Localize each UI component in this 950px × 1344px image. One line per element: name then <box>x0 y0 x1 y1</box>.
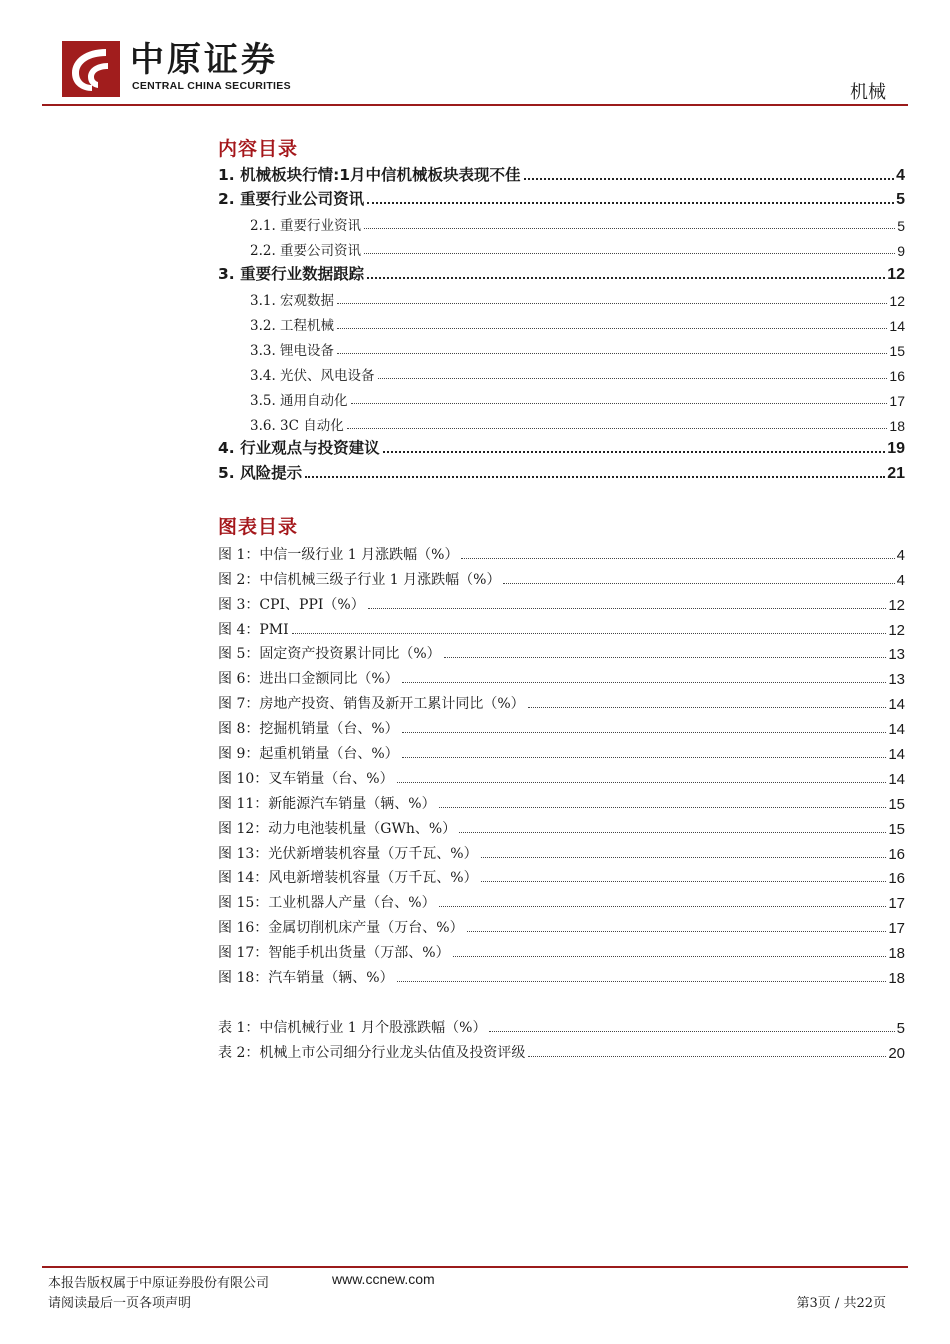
dot-leader <box>528 707 887 708</box>
entry-page-number: 12 <box>887 265 905 283</box>
entry-label: 图 3：CPI、PPI（%） <box>218 596 365 613</box>
entry-page-number: 17 <box>888 920 905 938</box>
dot-leader <box>337 303 887 304</box>
entry-page-number: 20 <box>888 1045 905 1062</box>
entry-page-number: 13 <box>888 671 905 689</box>
dot-leader <box>524 178 895 180</box>
company-logo-icon <box>62 41 120 97</box>
dot-leader <box>367 277 885 279</box>
entry-label: 图 1：中信一级行业 1 月涨跌幅（%） <box>218 546 459 563</box>
dot-leader <box>351 403 888 404</box>
dot-leader <box>368 608 887 609</box>
toc-entry[interactable] <box>218 962 905 987</box>
dot-leader <box>347 428 888 429</box>
entry-page-number: 17 <box>889 392 905 409</box>
toc-entry[interactable] <box>218 887 905 912</box>
toc-entry[interactable] <box>218 434 905 459</box>
entry-page-number: 12 <box>889 292 905 309</box>
copyright-text: 本报告版权属于中原证券股份有限公司 <box>48 1276 270 1291</box>
toc-entry[interactable] <box>218 539 905 564</box>
entry-label: 图 6：进出口金额同比（%） <box>218 671 399 688</box>
entry-page-number: 17 <box>888 895 905 913</box>
entry-page-number: 18 <box>888 945 905 963</box>
entry-label: 图 10：叉车销量（台、%） <box>218 770 394 787</box>
toc-entry[interactable] <box>218 639 905 664</box>
dot-leader <box>397 981 887 982</box>
dot-leader <box>378 378 888 379</box>
dot-leader <box>364 253 895 254</box>
toc-entry[interactable] <box>218 564 905 589</box>
toc-entry[interactable] <box>218 234 905 259</box>
entry-page-number: 14 <box>888 721 905 739</box>
entry-label: 图 17：智能手机出货量（万部、%） <box>218 945 450 962</box>
entry-label: 图 14：风电新增装机容量（万千瓦、%） <box>218 870 478 887</box>
dot-leader <box>453 956 887 957</box>
toc-entry[interactable] <box>218 359 905 384</box>
entry-label: 图 9：起重机销量（台、%） <box>218 746 399 763</box>
entry-label: 图 12：动力电池装机量（GWh、%） <box>218 820 457 837</box>
dot-leader <box>481 857 887 858</box>
toc-entry[interactable] <box>218 1012 905 1037</box>
toc-entry[interactable] <box>218 458 905 483</box>
entry-page-number: 16 <box>889 367 905 384</box>
dot-leader <box>292 633 887 634</box>
entry-page-number: 4 <box>896 166 905 184</box>
toc-entry[interactable] <box>218 284 905 309</box>
toc-entry[interactable] <box>218 838 905 863</box>
dot-leader <box>337 328 887 329</box>
entry-label: 3.1. 宏观数据 <box>250 292 335 309</box>
dot-leader <box>528 1056 886 1057</box>
entry-page-number: 16 <box>888 845 905 863</box>
entry-page-number: 18 <box>889 417 905 434</box>
dot-leader <box>439 906 887 907</box>
entry-label: 3.5. 通用自动化 <box>250 392 348 409</box>
entry-page-number: 5 <box>896 191 905 208</box>
toc-entry[interactable] <box>218 738 905 763</box>
dot-leader <box>402 682 887 683</box>
figures-title: 图表目录 <box>218 516 299 538</box>
dot-leader <box>459 832 886 833</box>
entry-label: 图 15：工业机器人产量（台、%） <box>218 895 436 912</box>
entry-page-number: 9 <box>897 243 905 259</box>
entry-page-number: 14 <box>888 770 905 788</box>
entry-page-number: 19 <box>887 440 905 457</box>
entry-page-number: 12 <box>888 596 905 614</box>
disclaimer-text: 请阅读最后一页各项声明 <box>48 1296 192 1311</box>
toc-entry[interactable] <box>218 259 905 284</box>
entry-label: 图 11：新能源汽车销量（辆、%） <box>218 795 436 812</box>
entry-label: 表 1：中信机械行业 1 月个股涨跌幅（%） <box>218 1020 487 1036</box>
toc-entry[interactable] <box>218 688 905 713</box>
entry-label: 3. 重要行业数据跟踪 <box>218 264 365 283</box>
toc-list <box>218 160 905 483</box>
entry-page-number: 12 <box>888 621 905 639</box>
entry-page-number: 15 <box>889 342 905 359</box>
entry-page-number: 4 <box>896 546 905 564</box>
entry-page-number: 18 <box>888 970 905 988</box>
entry-label: 图 2：中信机械三级子行业 1 月涨跌幅（%） <box>218 571 501 588</box>
entry-label: 图 7：房地产投资、销售及新开工累计同比（%） <box>218 696 525 713</box>
page-number: 第3页 / 共22页 <box>796 1296 886 1311</box>
toc-title: 内容目录 <box>218 138 299 160</box>
entry-label: 4. 行业观点与投资建议 <box>218 439 380 457</box>
toc-entry[interactable] <box>218 863 905 888</box>
toc-entry[interactable] <box>218 334 905 359</box>
entry-page-number: 21 <box>887 464 905 482</box>
dot-leader <box>397 782 887 783</box>
toc-entry[interactable] <box>218 663 905 688</box>
company-name-cn: 中原证券 <box>130 40 278 80</box>
dot-leader <box>305 476 885 478</box>
dot-leader <box>467 931 887 932</box>
entry-page-number: 4 <box>896 571 905 589</box>
entry-label: 图 5：固定资产投资累计同比（%） <box>218 646 441 663</box>
table-list <box>218 1012 905 1062</box>
entry-label: 3.4. 光伏、风电设备 <box>250 367 375 384</box>
entry-label: 图 8：挖掘机销量（台、%） <box>218 721 399 738</box>
toc-entry[interactable] <box>218 937 905 962</box>
toc-entry[interactable] <box>218 589 905 614</box>
dot-leader <box>402 732 887 733</box>
entry-label: 图 18：汽车销量（辆、%） <box>218 970 394 987</box>
dot-leader <box>503 583 894 584</box>
entry-page-number: 15 <box>888 820 905 838</box>
toc-entry[interactable] <box>218 160 905 185</box>
entry-page-number: 15 <box>888 795 905 813</box>
entry-page-number: 13 <box>888 646 905 664</box>
toc-entry[interactable] <box>218 409 905 434</box>
entry-label: 2.1. 重要行业资讯 <box>250 218 362 234</box>
toc-entry[interactable] <box>218 614 905 639</box>
entry-label: 1. 机械板块行情:1月中信机械板块表现不佳 <box>218 165 521 184</box>
entry-page-number: 5 <box>896 1020 905 1037</box>
sector-label: 机械 <box>850 82 886 103</box>
toc-entry[interactable] <box>218 209 905 234</box>
dot-leader <box>367 202 894 204</box>
dot-leader <box>402 757 887 758</box>
dot-leader <box>364 228 895 229</box>
dot-leader <box>439 807 887 808</box>
entry-page-number: 14 <box>888 746 905 764</box>
page-header <box>0 0 950 108</box>
entry-label: 图 13：光伏新增装机容量（万千瓦、%） <box>218 845 478 862</box>
entry-label: 5. 风险提示 <box>218 463 303 482</box>
entry-label: 3.2. 工程机械 <box>250 317 335 334</box>
company-name-en: CENTRAL CHINA SECURITIES <box>132 80 291 92</box>
toc-entry[interactable] <box>218 763 905 788</box>
entry-label: 图 4：PMI <box>218 621 289 638</box>
toc-entry[interactable] <box>218 309 905 334</box>
dot-leader <box>481 881 887 882</box>
entry-label: 3.6. 3C 自动化 <box>250 417 344 434</box>
entry-label: 图 16：金属切削机床产量（万台、%） <box>218 920 464 937</box>
footer-divider <box>42 1266 908 1268</box>
toc-entry[interactable] <box>218 813 905 838</box>
toc-entry[interactable] <box>218 713 905 738</box>
entry-page-number: 14 <box>888 696 905 714</box>
entry-label: 2.2. 重要公司资讯 <box>250 243 362 259</box>
entry-label: 2. 重要行业公司资讯 <box>218 190 365 208</box>
dot-leader <box>489 1031 894 1032</box>
dot-leader <box>461 558 894 559</box>
entry-page-number: 5 <box>897 218 905 234</box>
dot-leader <box>337 353 887 354</box>
toc-entry[interactable] <box>218 1037 905 1062</box>
entry-label: 3.3. 锂电设备 <box>250 342 335 359</box>
toc-entry[interactable] <box>218 788 905 813</box>
entry-page-number: 14 <box>889 317 905 334</box>
entry-page-number: 16 <box>888 870 905 888</box>
header-divider <box>42 104 908 106</box>
toc-entry[interactable] <box>218 185 905 210</box>
website-link[interactable]: www.ccnew.com <box>332 1271 435 1287</box>
dot-leader <box>444 657 887 658</box>
entry-label: 表 2：机械上市公司细分行业龙头估值及投资评级 <box>218 1045 526 1061</box>
figure-list <box>218 539 905 987</box>
toc-entry[interactable] <box>218 384 905 409</box>
dot-leader <box>383 451 886 453</box>
toc-entry[interactable] <box>218 912 905 937</box>
